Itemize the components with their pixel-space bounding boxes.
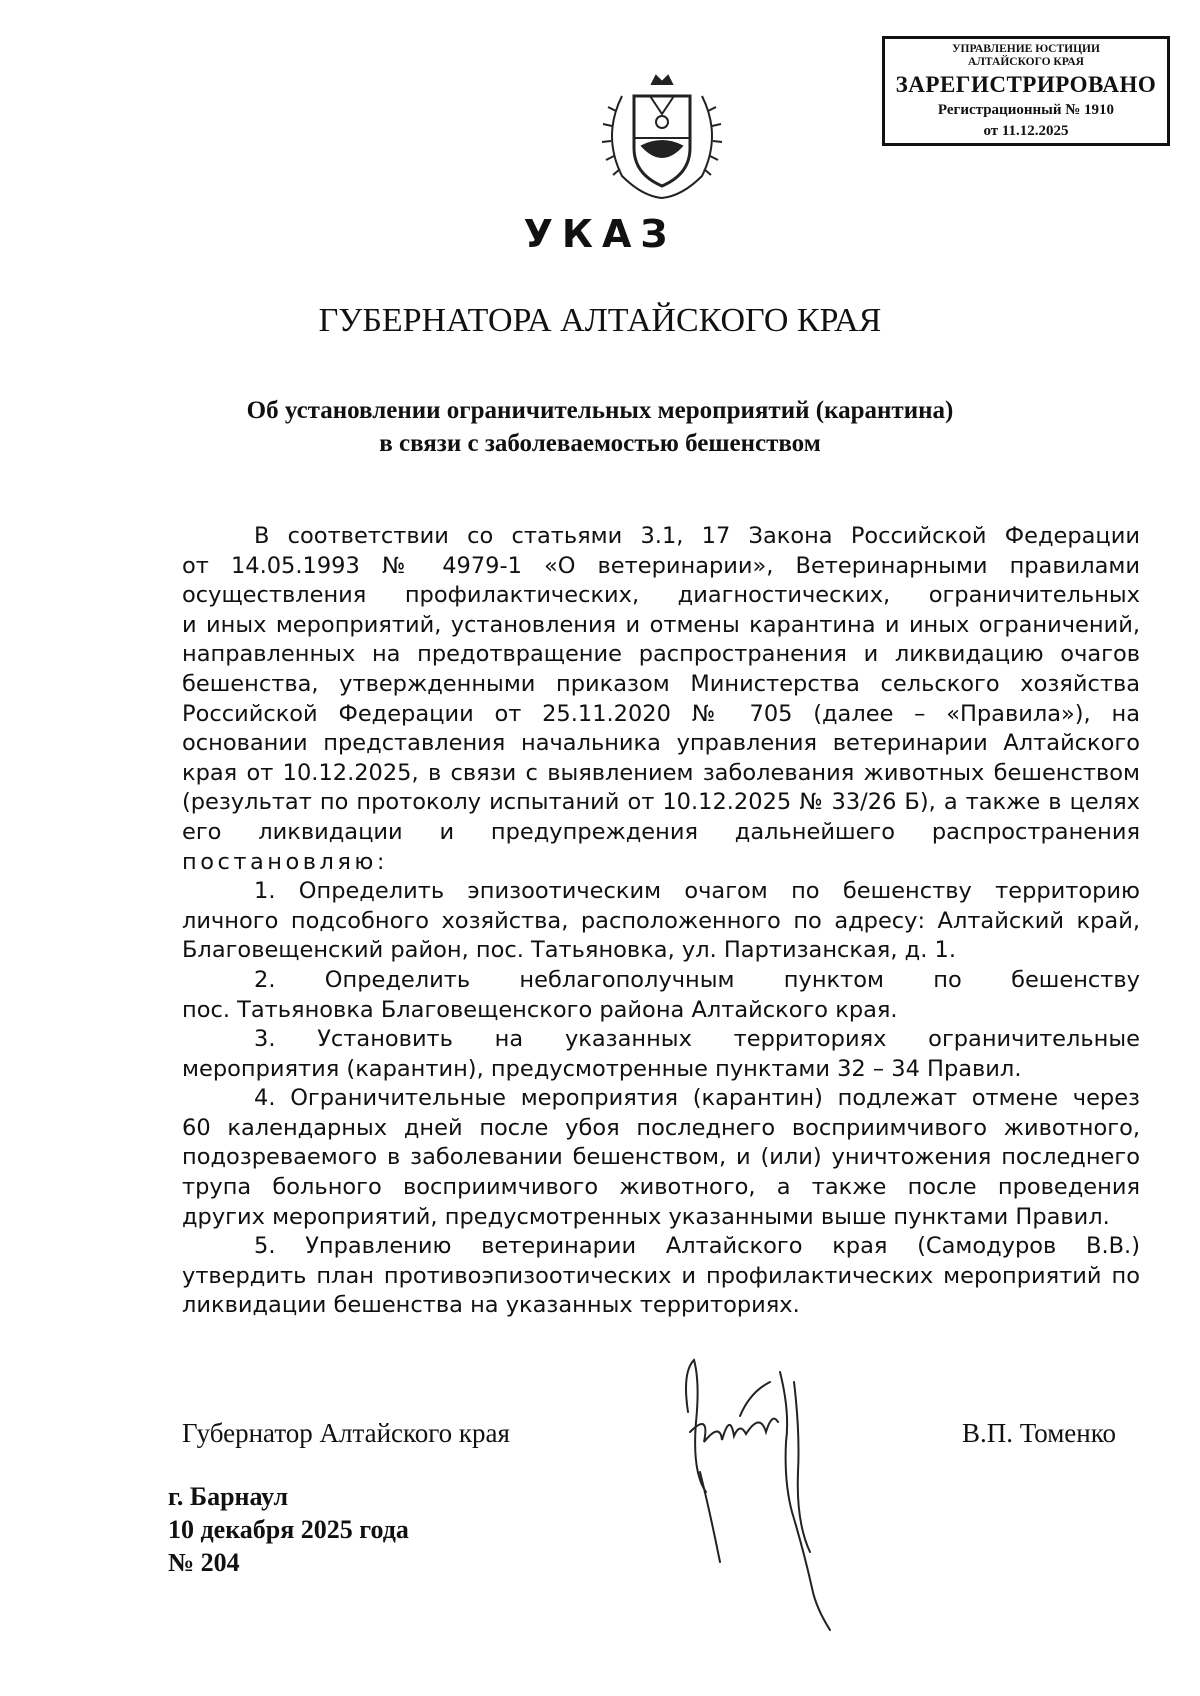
stamp-org-line1: УПРАВЛЕНИЕ ЮСТИЦИИ (952, 43, 1100, 55)
document-issuer: ГУБЕРНАТОРА АЛТАЙСКОГО КРАЯ (318, 302, 882, 339)
handwritten-signature-icon (680, 1352, 910, 1642)
document-place-date-number (168, 1480, 409, 1579)
heading-line: Об установлении ограничительных мероприятий (карантина) (246, 397, 954, 424)
text-line: утвердить план противоэпизоотических и профилактических мероприятий по (182, 1262, 1140, 1289)
preamble (182, 522, 1140, 877)
text-line: личного подсобного хозяйства, расположенного по адресу: Алтайский край, (182, 907, 1140, 934)
item-1 (182, 877, 1140, 966)
text-line: его ликвидации и предупреждения дальнейшего распространения (182, 818, 1140, 845)
decree-word: постановляю: (182, 848, 388, 875)
text-line: трупа больного восприимчивого животного, а также после проведения (182, 1174, 1140, 1201)
text-line: других мероприятий, предусмотренных указанными выше пунктами Правил. (182, 1203, 1110, 1230)
coat-of-arms-icon (592, 56, 732, 206)
document-body (182, 522, 1140, 1321)
text-line: ликвидации бешенства на указанных территориях. (182, 1292, 800, 1319)
document-heading (0, 394, 1200, 460)
text-line: мероприятия (карантин), предусмотренные пунктами 32 – 34 Правил. (182, 1055, 1022, 1082)
document-number: № 204 (168, 1548, 240, 1577)
text-line: и иных мероприятий, установления и отмены карантина и иных ограничений, (182, 611, 1140, 638)
document-title: УКАЗ (523, 212, 677, 256)
text-line: 3. Установить на указанных территориях ограничительные (254, 1026, 1140, 1053)
text-line: пос. Татьяновка Благовещенского района Алтайского края. (182, 996, 898, 1023)
item-5 (182, 1232, 1140, 1321)
item-4 (182, 1084, 1140, 1232)
stamp-registration-date: от 11.12.2025 (983, 123, 1069, 139)
stamp-registration-number: Регистрационный № 1910 (937, 102, 1115, 118)
text-line: Благовещенский район, пос. Татьяновка, ул. Партизанская, д. 1. (182, 937, 956, 964)
text-line: Российской Федерации от 25.11.2020 № 705 (далее – «Правила»), на (182, 700, 1140, 727)
stamp-org-line2: АЛТАЙСКОГО КРАЯ (968, 56, 1084, 68)
text-line: подозреваемого в заболевании бешенством, и (или) уничтожения последнего (182, 1144, 1140, 1171)
text-line: 60 календарных дней после убоя последнего восприимчивого животного, (182, 1114, 1140, 1141)
registration-stamp (882, 36, 1170, 146)
item-3 (182, 1025, 1140, 1084)
text-line: основании представления начальника управления ветеринарии Алтайского (182, 730, 1140, 757)
text-line: края от 10.12.2025, в связи с выявлением заболевания животных бешенством (182, 759, 1140, 786)
stamp-status: ЗАРЕГИСТРИРОВАНО (895, 72, 1157, 97)
text-line: от 14.05.1993 № 4979-1 «О ветеринарии», Ветеринарными правилами (182, 552, 1140, 579)
document-city: г. Барнаул (168, 1482, 289, 1511)
text-line: 1. Определить эпизоотическим очагом по бешенству территорию (254, 878, 1140, 905)
text-line: 4. Ограничительные мероприятия (карантин) подлежат отмене через (254, 1085, 1140, 1112)
text-line: направленных на предотвращение распространения и ликвидацию очагов (182, 641, 1140, 668)
signatory-name: В.П. Томенко (962, 1418, 1116, 1448)
heading-line: в связи с заболеваемостью бешенством (379, 430, 821, 457)
text-line: (результат по протоколу испытаний от 10.12.2025 № 33/26 Б), а также в целях (182, 789, 1140, 816)
stamp-organization (885, 43, 1167, 69)
document-date: 10 декабря 2025 года (168, 1515, 409, 1544)
item-2 (182, 966, 1140, 1025)
text-line: бешенства, утвержденными приказом Министерства сельского хозяйства (182, 670, 1140, 697)
text-line: 2. Определить неблагополучным пунктом по бешенству (254, 966, 1140, 993)
signatory-position: Губернатор Алтайского края (182, 1418, 510, 1448)
text-line: осуществления профилактических, диагностических, ограничительных (182, 582, 1140, 609)
text-line: В соответствии со статьями 3.1, 17 Закона Российской Федерации (254, 523, 1140, 549)
text-line: 5. Управлению ветеринарии Алтайского края (Самодуров В.В.) (254, 1233, 1140, 1260)
